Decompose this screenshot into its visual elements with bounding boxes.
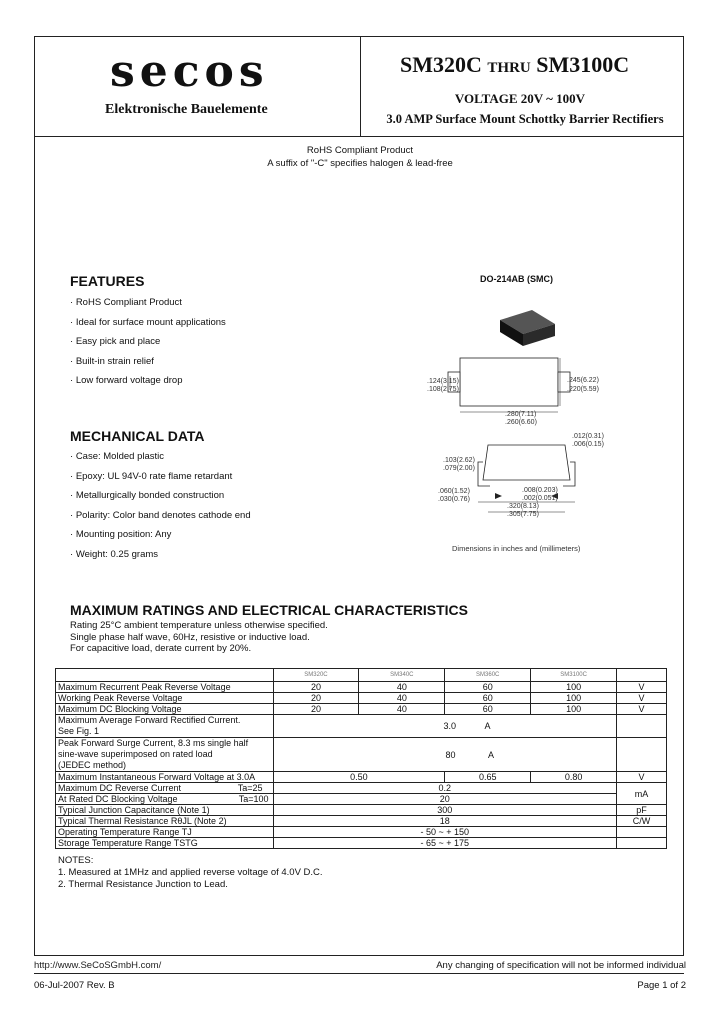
- dim-label: .030(0.76): [438, 496, 470, 503]
- ratings-intro-2: Single phase half wave, 60Hz, resistive or inductive load.: [70, 632, 310, 643]
- title-right: SM3100C: [536, 52, 630, 77]
- list-item: · RoHS Compliant Product: [70, 293, 226, 313]
- table-header-row: [56, 669, 667, 682]
- list-item: · Weight: 0.25 grams: [70, 545, 251, 565]
- dim-label: .305(7.75): [507, 511, 539, 518]
- company-subtitle: Elektronische Bauelemente: [105, 102, 268, 117]
- dim-label: .006(0.15): [572, 441, 604, 448]
- dim-label: .220(5.59): [567, 386, 599, 393]
- side-view-body: [483, 445, 570, 480]
- column-header: SM340C: [359, 669, 445, 682]
- footer-disclaimer: Any changing of specification will not be informed individual: [436, 960, 686, 971]
- list-item: · Metallurgically bonded construction: [70, 486, 251, 506]
- table-row: Operating Temperature Range TJ - 50 ~ + 150: [56, 827, 667, 838]
- mechanical-heading: MECHANICAL DATA: [70, 428, 205, 444]
- list-item: · Built-in strain relief: [70, 352, 226, 372]
- mechanical-list: [70, 447, 251, 564]
- notes-heading: NOTES:: [58, 855, 94, 866]
- table-row: Maximum Average Forward Rectified Current. See Fig. 1 3.0 A: [56, 715, 667, 738]
- part-description: 3.0 AMP Surface Mount Schottky Barrier Rectifiers: [386, 112, 664, 126]
- dim-label: .060(1.52): [438, 488, 470, 495]
- dim-label: .012(0.31): [572, 433, 604, 440]
- table-row: Typical Thermal Resistance RθJL (Note 2) 18 C/W: [56, 816, 667, 827]
- features-list: [70, 293, 226, 391]
- list-item: · Ideal for surface mount applications: [70, 313, 226, 333]
- column-header: SM320C: [273, 669, 359, 682]
- arrow-mark: [495, 493, 502, 499]
- table-row: Peak Forward Surge Current, 8.3 ms single half sine-wave superimposed on rated load (JEDEC method) 80 A: [56, 738, 667, 772]
- note-2: 2. Thermal Resistance Junction to Lead.: [58, 879, 228, 890]
- dim-label: .260(6.60): [505, 419, 537, 426]
- table-row: Maximum Instantaneous Forward Voltage at 3.0A 0.50 0.65 0.80 V: [56, 772, 667, 783]
- table-row: Typical Junction Capacitance (Note 1) 300 pF: [56, 805, 667, 816]
- dim-label: .280(7.11): [505, 411, 537, 418]
- part-title: [400, 52, 629, 78]
- dim-label: .320(8.13): [507, 503, 539, 510]
- table-row: Maximum Recurrent Peak Reverse Voltage 20 40 60 100 V: [56, 682, 667, 693]
- ratings-table: [55, 668, 667, 849]
- list-item: · Epoxy: UL 94V-0 rate flame retardant: [70, 467, 251, 487]
- voltage-range: VOLTAGE 20V ~ 100V: [454, 91, 586, 106]
- footer-url[interactable]: http://www.SeCoSGmbH.com/: [34, 960, 162, 971]
- header-rule: [34, 136, 684, 137]
- top-view-body: [460, 358, 558, 406]
- dim-label: .124(3.15): [427, 378, 459, 385]
- dim-label: .108(2.75): [427, 386, 459, 393]
- package-title: DO-214AB (SMC): [480, 274, 554, 284]
- dim-label: .008(0.203): [522, 487, 558, 494]
- list-item: · Easy pick and place: [70, 332, 226, 352]
- company-logo: secos: [110, 46, 269, 97]
- footer-date: 06-Jul-2007 Rev. B: [34, 980, 115, 991]
- column-header: SM3100C: [531, 669, 617, 682]
- title-left: SM320C: [400, 52, 482, 77]
- ratings-heading: MAXIMUM RATINGS AND ELECTRICAL CHARACTERISTICS: [70, 602, 468, 618]
- title-thru: THRU: [487, 60, 531, 76]
- table-row: Maximum DC Blocking Voltage 20 40 60 100 V: [56, 704, 667, 715]
- footer-page: Page 1 of 2: [637, 980, 686, 991]
- features-heading: FEATURES: [70, 273, 145, 289]
- dim-label: .103(2.62): [443, 457, 475, 464]
- dim-label: .245(6.22): [567, 377, 599, 384]
- dim-label: .079(2.00): [443, 465, 475, 472]
- list-item: · Case: Molded plastic: [70, 447, 251, 467]
- list-item: · Polarity: Color band denotes cathode end: [70, 506, 251, 526]
- column-header: SM360C: [445, 669, 531, 682]
- ratings-intro-1: Rating 25°C ambient temperature unless otherwise specified.: [70, 620, 328, 631]
- table-row: Storage Temperature Range TSTG - 65 ~ + 175: [56, 838, 667, 849]
- list-item: · Low forward voltage drop: [70, 371, 226, 391]
- rohs-line-1: RoHS Compliant Product: [306, 145, 414, 156]
- notes: [58, 855, 323, 891]
- list-item: · Mounting position: Any: [70, 525, 251, 545]
- footer-rule: [34, 973, 684, 974]
- rohs-line-2: A suffix of "-C" specifies halogen & lead-free: [267, 158, 453, 169]
- ratings-intro-3: For capacitive load, derate current by 20%.: [70, 643, 252, 654]
- table-row: Working Peak Reverse Voltage 20 40 60 100 V: [56, 693, 667, 704]
- table-row: Maximum DC Reverse Current Ta=25 0.2 mA: [56, 783, 667, 794]
- table-row: At Rated DC Blocking Voltage Ta=100 20: [56, 794, 667, 805]
- note-1: 1. Measured at 1MHz and applied reverse voltage of 4.0V D.C.: [58, 867, 323, 878]
- dim-label: .002(0.051): [522, 495, 558, 502]
- dimensions-note: Dimensions in inches and (millimeters): [452, 544, 581, 553]
